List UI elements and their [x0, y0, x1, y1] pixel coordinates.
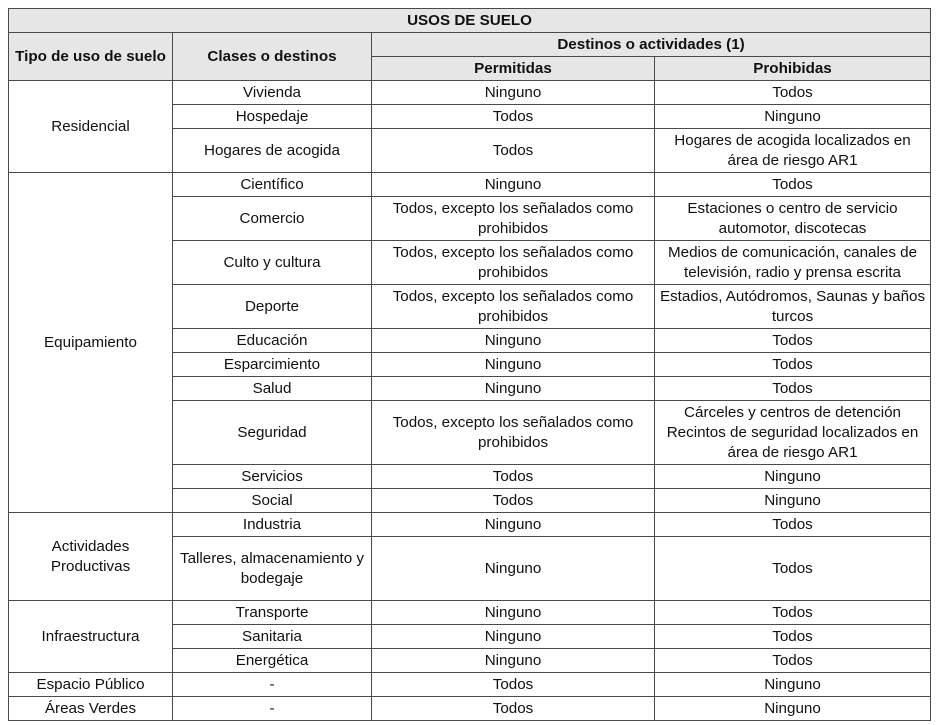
- prohibidas-cell: Todos: [655, 537, 931, 601]
- clase-cell: Servicios: [173, 465, 372, 489]
- prohibidas-cell: Ninguno: [655, 697, 931, 721]
- header-tipo: Tipo de uso de suelo: [9, 33, 173, 81]
- permitidas-cell: Todos, excepto los señalados como prohibidos: [372, 241, 655, 285]
- table-row: [9, 601, 931, 625]
- prohibidas-cell: Todos: [655, 377, 931, 401]
- clase-cell: Seguridad: [173, 401, 372, 465]
- prohibidas-cell: Estaciones o centro de servicio automotor, discotecas: [655, 197, 931, 241]
- clase-cell: -: [173, 673, 372, 697]
- prohibidas-cell: Hogares de acogida localizados en área de riesgo AR1: [655, 129, 931, 173]
- permitidas-cell: Ninguno: [372, 377, 655, 401]
- permitidas-cell: Todos, excepto los señalados como prohibidos: [372, 285, 655, 329]
- permitidas-cell: Ninguno: [372, 329, 655, 353]
- table-row: [9, 173, 931, 197]
- land-use-table: [8, 8, 931, 721]
- header-destinos: Destinos o actividades (1): [372, 33, 931, 57]
- clase-cell: -: [173, 697, 372, 721]
- prohibidas-cell: Ninguno: [655, 465, 931, 489]
- table-title: USOS DE SUELO: [9, 9, 931, 33]
- clase-cell: Hogares de acogida: [173, 129, 372, 173]
- permitidas-cell: Ninguno: [372, 625, 655, 649]
- group-cell: Espacio Público: [9, 673, 173, 697]
- clase-cell: Sanitaria: [173, 625, 372, 649]
- prohibidas-cell: Todos: [655, 649, 931, 673]
- clase-cell: Hospedaje: [173, 105, 372, 129]
- group-cell: Actividades Productivas: [9, 513, 173, 601]
- prohibidas-cell: Cárceles y centros de detención Recintos de seguridad localizados en área de riesgo AR1: [655, 401, 931, 465]
- clase-cell: Educación: [173, 329, 372, 353]
- permitidas-cell: Ninguno: [372, 513, 655, 537]
- prohibidas-cell: Medios de comunicación, canales de televisión, radio y prensa escrita: [655, 241, 931, 285]
- clase-cell: Deporte: [173, 285, 372, 329]
- prohibidas-cell: Todos: [655, 625, 931, 649]
- clase-cell: Vivienda: [173, 81, 372, 105]
- group-cell: Infraestructura: [9, 601, 173, 673]
- permitidas-cell: Ninguno: [372, 601, 655, 625]
- clase-cell: Científico: [173, 173, 372, 197]
- group-cell: Equipamiento: [9, 173, 173, 513]
- group-cell: Áreas Verdes: [9, 697, 173, 721]
- permitidas-cell: Todos: [372, 673, 655, 697]
- clase-cell: Talleres, almacenamiento y bodegaje: [173, 537, 372, 601]
- permitidas-cell: Ninguno: [372, 649, 655, 673]
- clase-cell: Industria: [173, 513, 372, 537]
- header-prohibidas: Prohibidas: [655, 57, 931, 81]
- permitidas-cell: Todos, excepto los señalados como prohibidos: [372, 197, 655, 241]
- permitidas-cell: Todos: [372, 129, 655, 173]
- permitidas-cell: Todos: [372, 105, 655, 129]
- table-row: [9, 697, 931, 721]
- prohibidas-cell: Todos: [655, 81, 931, 105]
- permitidas-cell: Ninguno: [372, 537, 655, 601]
- group-cell: Residencial: [9, 81, 173, 173]
- clase-cell: Culto y cultura: [173, 241, 372, 285]
- permitidas-cell: Ninguno: [372, 353, 655, 377]
- table-row: [9, 81, 931, 105]
- clase-cell: Esparcimiento: [173, 353, 372, 377]
- table-row: [9, 673, 931, 697]
- prohibidas-cell: Todos: [655, 329, 931, 353]
- table-row: [9, 513, 931, 537]
- prohibidas-cell: Ninguno: [655, 105, 931, 129]
- prohibidas-cell: Todos: [655, 601, 931, 625]
- clase-cell: Energética: [173, 649, 372, 673]
- prohibidas-cell: Ninguno: [655, 673, 931, 697]
- clase-cell: Comercio: [173, 197, 372, 241]
- prohibidas-cell: Ninguno: [655, 489, 931, 513]
- prohibidas-cell: Estadios, Autódromos, Saunas y baños turcos: [655, 285, 931, 329]
- clase-cell: Social: [173, 489, 372, 513]
- clase-cell: Transporte: [173, 601, 372, 625]
- prohibidas-cell: Todos: [655, 173, 931, 197]
- header-permitidas: Permitidas: [372, 57, 655, 81]
- permitidas-cell: Todos, excepto los señalados como prohibidos: [372, 401, 655, 465]
- permitidas-cell: Todos: [372, 697, 655, 721]
- clase-cell: Salud: [173, 377, 372, 401]
- permitidas-cell: Ninguno: [372, 81, 655, 105]
- permitidas-cell: Todos: [372, 465, 655, 489]
- prohibidas-cell: Todos: [655, 513, 931, 537]
- prohibidas-cell: Todos: [655, 353, 931, 377]
- permitidas-cell: Todos: [372, 489, 655, 513]
- header-clases: Clases o destinos: [173, 33, 372, 81]
- permitidas-cell: Ninguno: [372, 173, 655, 197]
